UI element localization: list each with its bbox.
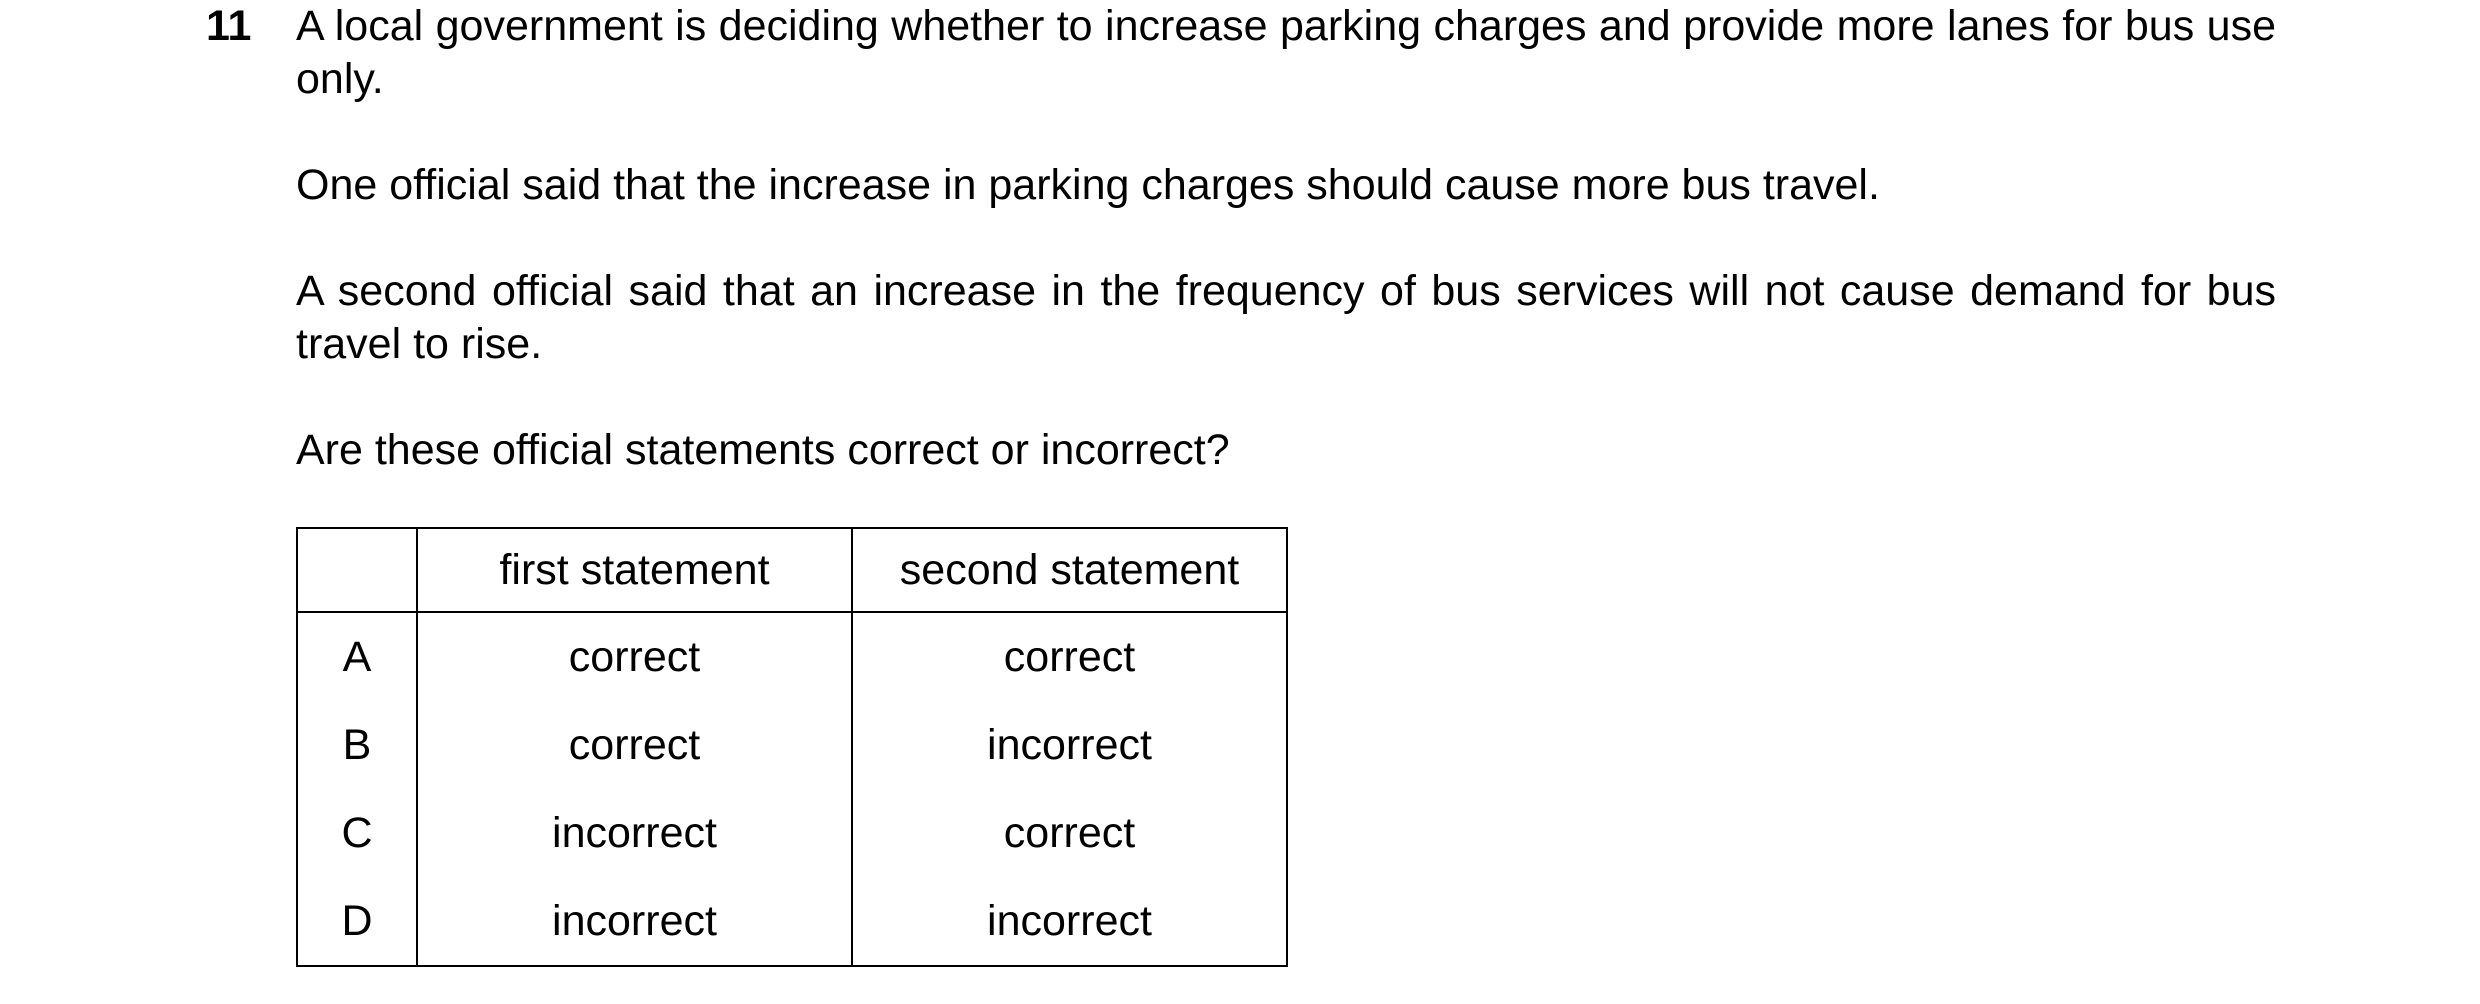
table-header-second-statement: second statement xyxy=(852,528,1287,612)
option-second-statement: correct xyxy=(852,612,1287,701)
question-number: 11 xyxy=(206,2,252,50)
option-key: D xyxy=(297,877,417,966)
option-second-statement: correct xyxy=(852,789,1287,877)
table-header-key xyxy=(297,528,417,612)
option-first-statement: incorrect xyxy=(417,877,852,966)
table-row[interactable] xyxy=(297,612,1287,701)
table-header-first-statement: first statement xyxy=(417,528,852,612)
option-first-statement: incorrect xyxy=(417,789,852,877)
table-row[interactable] xyxy=(297,877,1287,966)
option-second-statement: incorrect xyxy=(852,877,1287,966)
option-second-statement: incorrect xyxy=(852,701,1287,789)
option-first-statement: correct xyxy=(417,612,852,701)
option-key: A xyxy=(297,612,417,701)
table-row[interactable] xyxy=(297,701,1287,789)
option-first-statement: correct xyxy=(417,701,852,789)
option-key: B xyxy=(297,701,417,789)
answer-options-table xyxy=(296,527,1288,967)
second-official-statement: A second official said that an increase in the frequency of bus services will not cause demand for bus travel to rise. xyxy=(296,267,2276,368)
table-row[interactable] xyxy=(297,789,1287,877)
first-official-statement: One official said that the increase in parking charges should cause more bus travel. xyxy=(296,161,1880,209)
option-key: C xyxy=(297,789,417,877)
table-header-row xyxy=(297,528,1287,612)
question-prompt: Are these official statements correct or incorrect? xyxy=(296,426,1230,474)
question-stem: A local government is deciding whether to increase parking charges and provide more lanes for bus use only. xyxy=(296,2,2276,103)
